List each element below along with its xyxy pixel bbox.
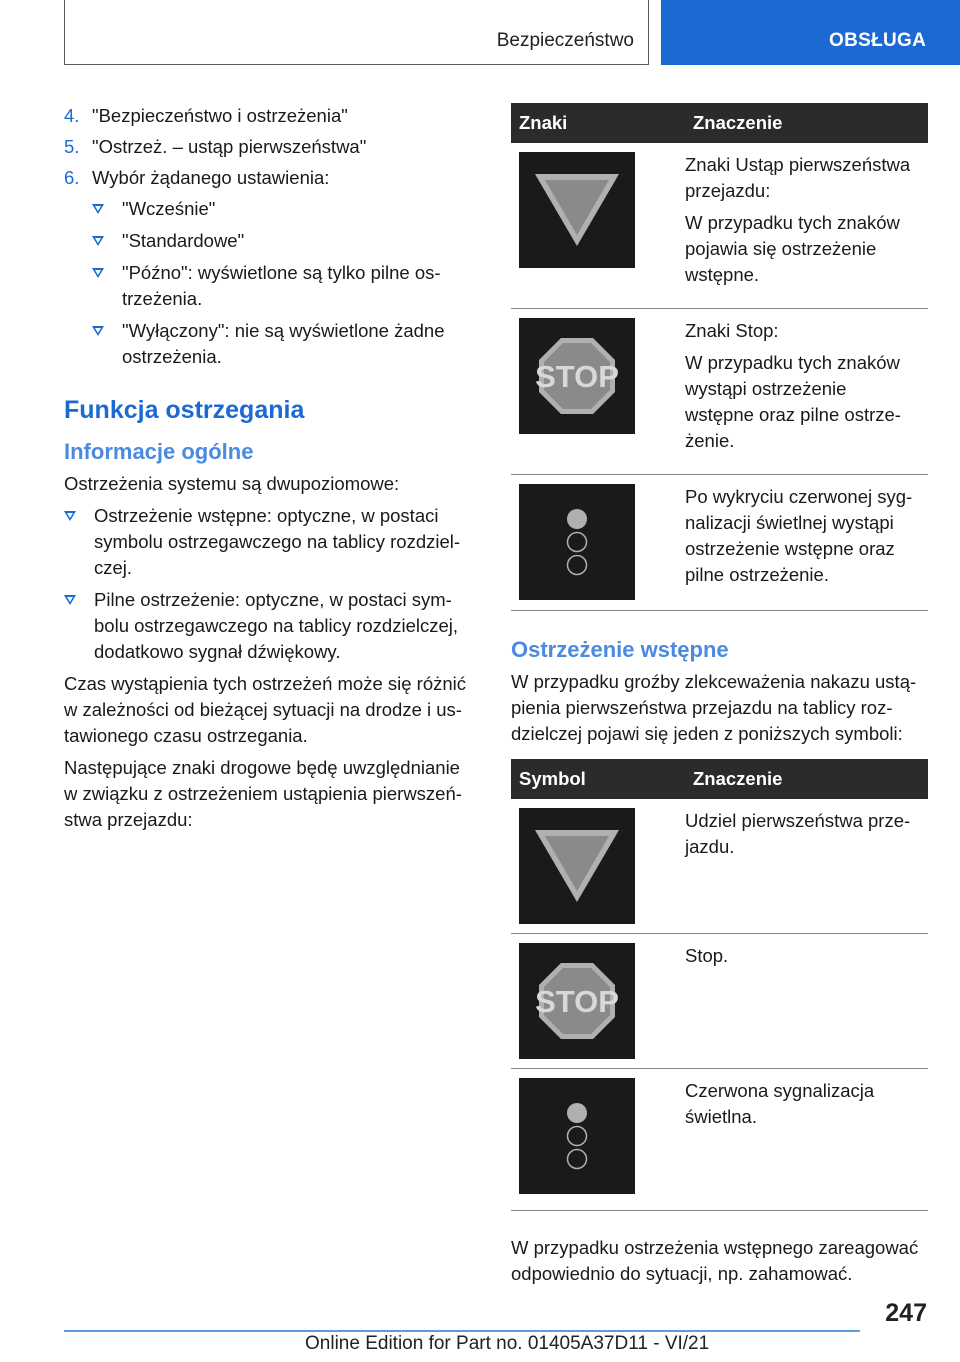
left-column bbox=[64, 103, 476, 839]
header-chapter-tab[interactable] bbox=[661, 0, 960, 65]
step-number: 6. bbox=[64, 167, 80, 188]
warning-level-text: Pilne ostrzeżenie: optyczne, w postaci symbolu ostrzegawczego na tablicy rozdzielczej, dodatkowo sygnał dźwiękowy. bbox=[94, 589, 459, 662]
option-text: "Standardowe" bbox=[122, 230, 245, 251]
table-header-cell: Znaki bbox=[511, 103, 685, 143]
stop-sign-icon bbox=[519, 943, 635, 1059]
bullet-triangle-icon bbox=[92, 268, 104, 278]
timing-paragraph: Czas wystąpienia tych ostrzeżeń może się różnić w zależności od bieżącej sytuacji na drodze i ustawionego czasu ostrzegania. bbox=[64, 673, 467, 746]
step-item bbox=[64, 165, 476, 191]
table-row bbox=[511, 143, 928, 309]
header-chapter-label: OBSŁUGA bbox=[829, 30, 927, 51]
table-header-row bbox=[511, 759, 928, 799]
header-section-box bbox=[64, 0, 649, 65]
symbols-intro-paragraph: W przypadku groźby zlekceważenia nakazu ustąpienia pierwszeństwa przejazdu na tablicy rozdzielczej pojawi się jeden z poniższych symboli: bbox=[511, 671, 917, 744]
table-cell-text: Udziel pierwszeństwa przejazdu. bbox=[685, 810, 911, 857]
warning-level-item bbox=[64, 503, 476, 581]
table-header-row bbox=[511, 103, 928, 143]
option-text: "Wcześnie" bbox=[122, 198, 216, 219]
warning-level-item bbox=[64, 587, 476, 665]
step-item bbox=[64, 103, 476, 129]
header-section-title: Bezpieczeństwo bbox=[496, 30, 634, 51]
closing-paragraph: W przypadku ostrzeżenia wstępnego zareagować odpowiednio do sytuacji, np. zahamować. bbox=[511, 1237, 919, 1284]
traffic-light-icon bbox=[519, 484, 635, 600]
bullet-triangle-icon bbox=[64, 511, 76, 521]
stop-sign-text: STOP bbox=[535, 984, 619, 1019]
table-cell-text: Czerwona sygnalizacja świetlna. bbox=[685, 1080, 875, 1127]
table-row bbox=[511, 475, 928, 611]
table-header-cell: Znaczenie bbox=[685, 103, 928, 143]
traffic-light-icon bbox=[519, 1078, 635, 1194]
symbols-table bbox=[511, 759, 928, 1211]
option-item bbox=[64, 196, 476, 222]
intro-paragraph: Ostrzeżenia systemu są dwupoziomowe: bbox=[64, 473, 400, 494]
bullet-triangle-icon bbox=[64, 595, 76, 605]
subsection-heading: Informacje ogólne bbox=[64, 439, 254, 464]
table-header-cell: Symbol bbox=[511, 759, 685, 799]
bullet-triangle-icon bbox=[92, 236, 104, 246]
table-cell-text: W przypadku tych znaków wystąpi ostrzeżenie wstępne oraz pilne ostrzeżenie. bbox=[685, 352, 901, 451]
signs-intro-paragraph: Następujące znaki drogowe będę uwzględnianie w związku z ostrzeżeniem ustąpienia pierwszeństwa przejazdu: bbox=[64, 757, 462, 830]
stop-sign-icon bbox=[519, 318, 635, 434]
section-heading: Funkcja ostrzegania bbox=[64, 396, 305, 424]
table-cell-text: Stop. bbox=[685, 945, 729, 966]
table-row bbox=[511, 1069, 928, 1211]
table-cell-text: Po wykryciu czerwonej sygnalizacji świetlnej wystąpi ostrzeżenie wstępne oraz pilne ostrzeżenie. bbox=[685, 486, 913, 585]
table-row bbox=[511, 934, 928, 1069]
subsection-heading: Ostrzeżenie wstępne bbox=[511, 637, 729, 662]
option-item bbox=[64, 260, 476, 312]
table-cell-text: W przypadku tych znaków pojawia się ostrzeżenie wstępne. bbox=[685, 212, 900, 285]
option-text: "Wyłączony": nie są wyświetlone żadne ostrzeżenia. bbox=[122, 320, 445, 367]
option-text: "Późno": wyświetlone są tylko pilne ostrzeżenia. bbox=[122, 262, 441, 309]
table-cell-text: Znaki Stop: bbox=[685, 320, 779, 341]
footer-divider bbox=[64, 1330, 860, 1332]
yield-sign-icon bbox=[519, 808, 635, 924]
right-column bbox=[511, 103, 928, 1293]
signs-table bbox=[511, 103, 928, 611]
table-row bbox=[511, 309, 928, 475]
bullet-triangle-icon bbox=[92, 204, 104, 214]
bullet-triangle-icon bbox=[92, 326, 104, 336]
page-number: 247 bbox=[885, 1299, 927, 1327]
table-cell-text: Znaki Ustąp pierwszeństwa przejazdu: bbox=[685, 154, 911, 201]
step-number: 5. bbox=[64, 136, 80, 157]
warning-level-text: Ostrzeżenie wstępne: optyczne, w postaci symbolu ostrzegawczego na tablicy rozdzielczej. bbox=[94, 505, 461, 578]
table-row bbox=[511, 799, 928, 934]
step-item bbox=[64, 134, 476, 160]
option-item bbox=[64, 318, 476, 370]
stop-sign-text: STOP bbox=[535, 359, 619, 394]
step-text: "Bezpieczeństwo i ostrzeżenia" bbox=[92, 105, 348, 126]
yield-sign-icon bbox=[519, 152, 635, 268]
step-text: "Ostrzeż. – ustąp pierwszeństwa" bbox=[92, 136, 367, 157]
step-number: 4. bbox=[64, 105, 80, 126]
table-header-cell: Znaczenie bbox=[685, 759, 928, 799]
footer-edition: Online Edition for Part no. 01405A37D11 - VI/21 bbox=[305, 1333, 710, 1354]
option-item bbox=[64, 228, 476, 254]
step-text: Wybór żądanego ustawienia: bbox=[92, 167, 330, 188]
